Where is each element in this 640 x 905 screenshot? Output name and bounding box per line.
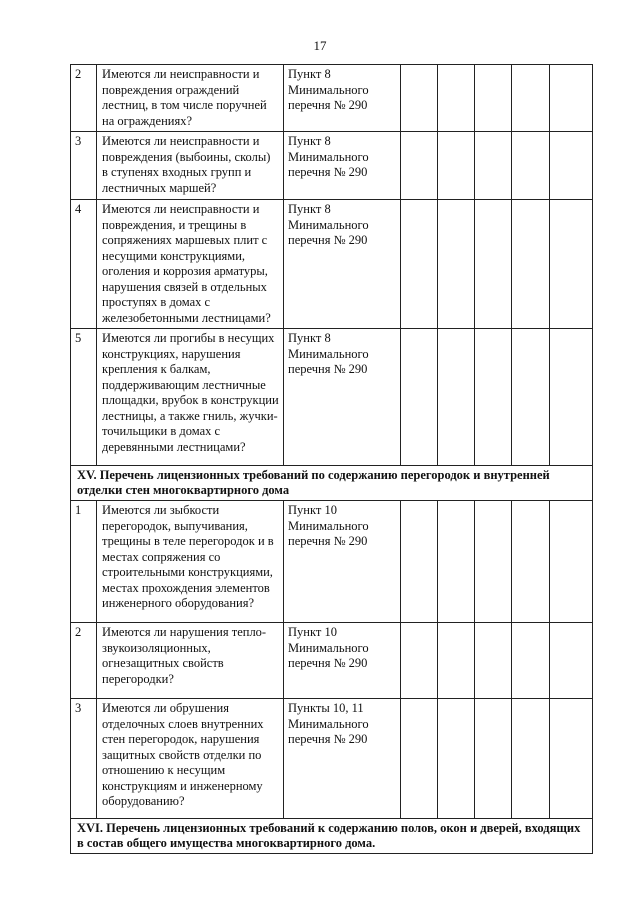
answer-cell[interactable] [550, 132, 593, 200]
section-header-xv [71, 466, 593, 501]
row-number: 2 [71, 623, 97, 699]
reference-cell: Пункт 8 Минимального перечня № 290 [284, 329, 401, 466]
question-cell: Имеются ли неисправности и повреждения (выбоины, сколы) в ступенях входных групп и лестничных маршей? [97, 132, 284, 200]
table-row [71, 623, 593, 699]
answer-cell[interactable] [438, 699, 475, 819]
answer-cell[interactable] [475, 329, 512, 466]
question-cell: Имеются ли прогибы в несущих конструкциях, нарушения крепления к балкам, поддерживающим лестничные площадки, врубок в конструкции лестницы, а также гниль, жучки-точильщики в домах с деревянными лестницами? [97, 329, 284, 466]
answer-cell[interactable] [401, 501, 438, 623]
answer-cell[interactable] [475, 200, 512, 329]
answer-cell[interactable] [512, 329, 550, 466]
answer-cell[interactable] [438, 132, 475, 200]
answer-cell[interactable] [401, 132, 438, 200]
row-number: 2 [71, 65, 97, 132]
row-number: 3 [71, 699, 97, 819]
answer-cell[interactable] [438, 200, 475, 329]
answer-cell[interactable] [438, 623, 475, 699]
table-row [71, 132, 593, 200]
answer-cell[interactable] [475, 65, 512, 132]
table-row [71, 699, 593, 819]
answer-cell[interactable] [475, 623, 512, 699]
answer-cell[interactable] [512, 699, 550, 819]
row-number: 4 [71, 200, 97, 329]
question-cell: Имеются ли обрушения отделочных слоев внутренних стен перегородок, нарушения защитных свойств отделки по отношению к несущим конструкциям и инженерному оборудованию? [97, 699, 284, 819]
answer-cell[interactable] [438, 65, 475, 132]
table-row [71, 65, 593, 132]
answer-cell[interactable] [475, 132, 512, 200]
answer-cell[interactable] [401, 699, 438, 819]
answer-cell[interactable] [550, 329, 593, 466]
reference-cell: Пункты 10, 11 Минимального перечня № 290 [284, 699, 401, 819]
answer-cell[interactable] [401, 623, 438, 699]
answer-cell[interactable] [550, 200, 593, 329]
answer-cell[interactable] [550, 501, 593, 623]
answer-cell[interactable] [512, 65, 550, 132]
row-number: 5 [71, 329, 97, 466]
reference-cell: Пункт 8 Минимального перечня № 290 [284, 200, 401, 329]
table-row [71, 501, 593, 623]
answer-cell[interactable] [512, 200, 550, 329]
answer-cell[interactable] [512, 501, 550, 623]
reference-cell: Пункт 8 Минимального перечня № 290 [284, 65, 401, 132]
answer-cell[interactable] [401, 329, 438, 466]
section-header-xvi [71, 819, 593, 854]
answer-cell[interactable] [512, 132, 550, 200]
row-number: 3 [71, 132, 97, 200]
question-cell: Имеются ли зыбкости перегородок, выпучивания, трещины в теле перегородок и в местах сопряжения со строительными конструкциями, местах прохождения элементов инженерного оборудования? [97, 501, 284, 623]
answer-cell[interactable] [550, 65, 593, 132]
reference-cell: Пункт 10 Минимального перечня № 290 [284, 623, 401, 699]
answer-cell[interactable] [512, 623, 550, 699]
question-cell: Имеются ли неисправности и повреждения, и трещины в сопряжениях маршевых плит с несущими конструкциями, оголения и коррозия арматуры, нарушения связей в отдельных проступях в домах с железобетонными лестницами? [97, 200, 284, 329]
answer-cell[interactable] [475, 501, 512, 623]
answer-cell[interactable] [550, 623, 593, 699]
answer-cell[interactable] [550, 699, 593, 819]
answer-cell[interactable] [475, 699, 512, 819]
answer-cell[interactable] [401, 65, 438, 132]
reference-cell: Пункт 10 Минимального перечня № 290 [284, 501, 401, 623]
page-number: 17 [313, 38, 327, 53]
table-row [71, 200, 593, 329]
row-number: 1 [71, 501, 97, 623]
question-cell: Имеются ли нарушения тепло-звукоизоляционных, огнезащитных свойств перегородки? [97, 623, 284, 699]
section-title: XVI. Перечень лицензионных требований к содержанию полов, окон и дверей, входящих в состав общего имущества многоквартирного дома. [71, 819, 593, 854]
answer-cell[interactable] [438, 329, 475, 466]
checklist-table [70, 64, 593, 854]
answer-cell[interactable] [438, 501, 475, 623]
table-row [71, 329, 593, 466]
answer-cell[interactable] [401, 200, 438, 329]
section-title: XV. Перечень лицензионных требований по содержанию перегородок и внутренней отделки стен многоквартирного дома [71, 466, 593, 501]
question-cell: Имеются ли неисправности и повреждения ограждений лестниц, в том числе поручней на ограждениях? [97, 65, 284, 132]
reference-cell: Пункт 8 Минимального перечня № 290 [284, 132, 401, 200]
